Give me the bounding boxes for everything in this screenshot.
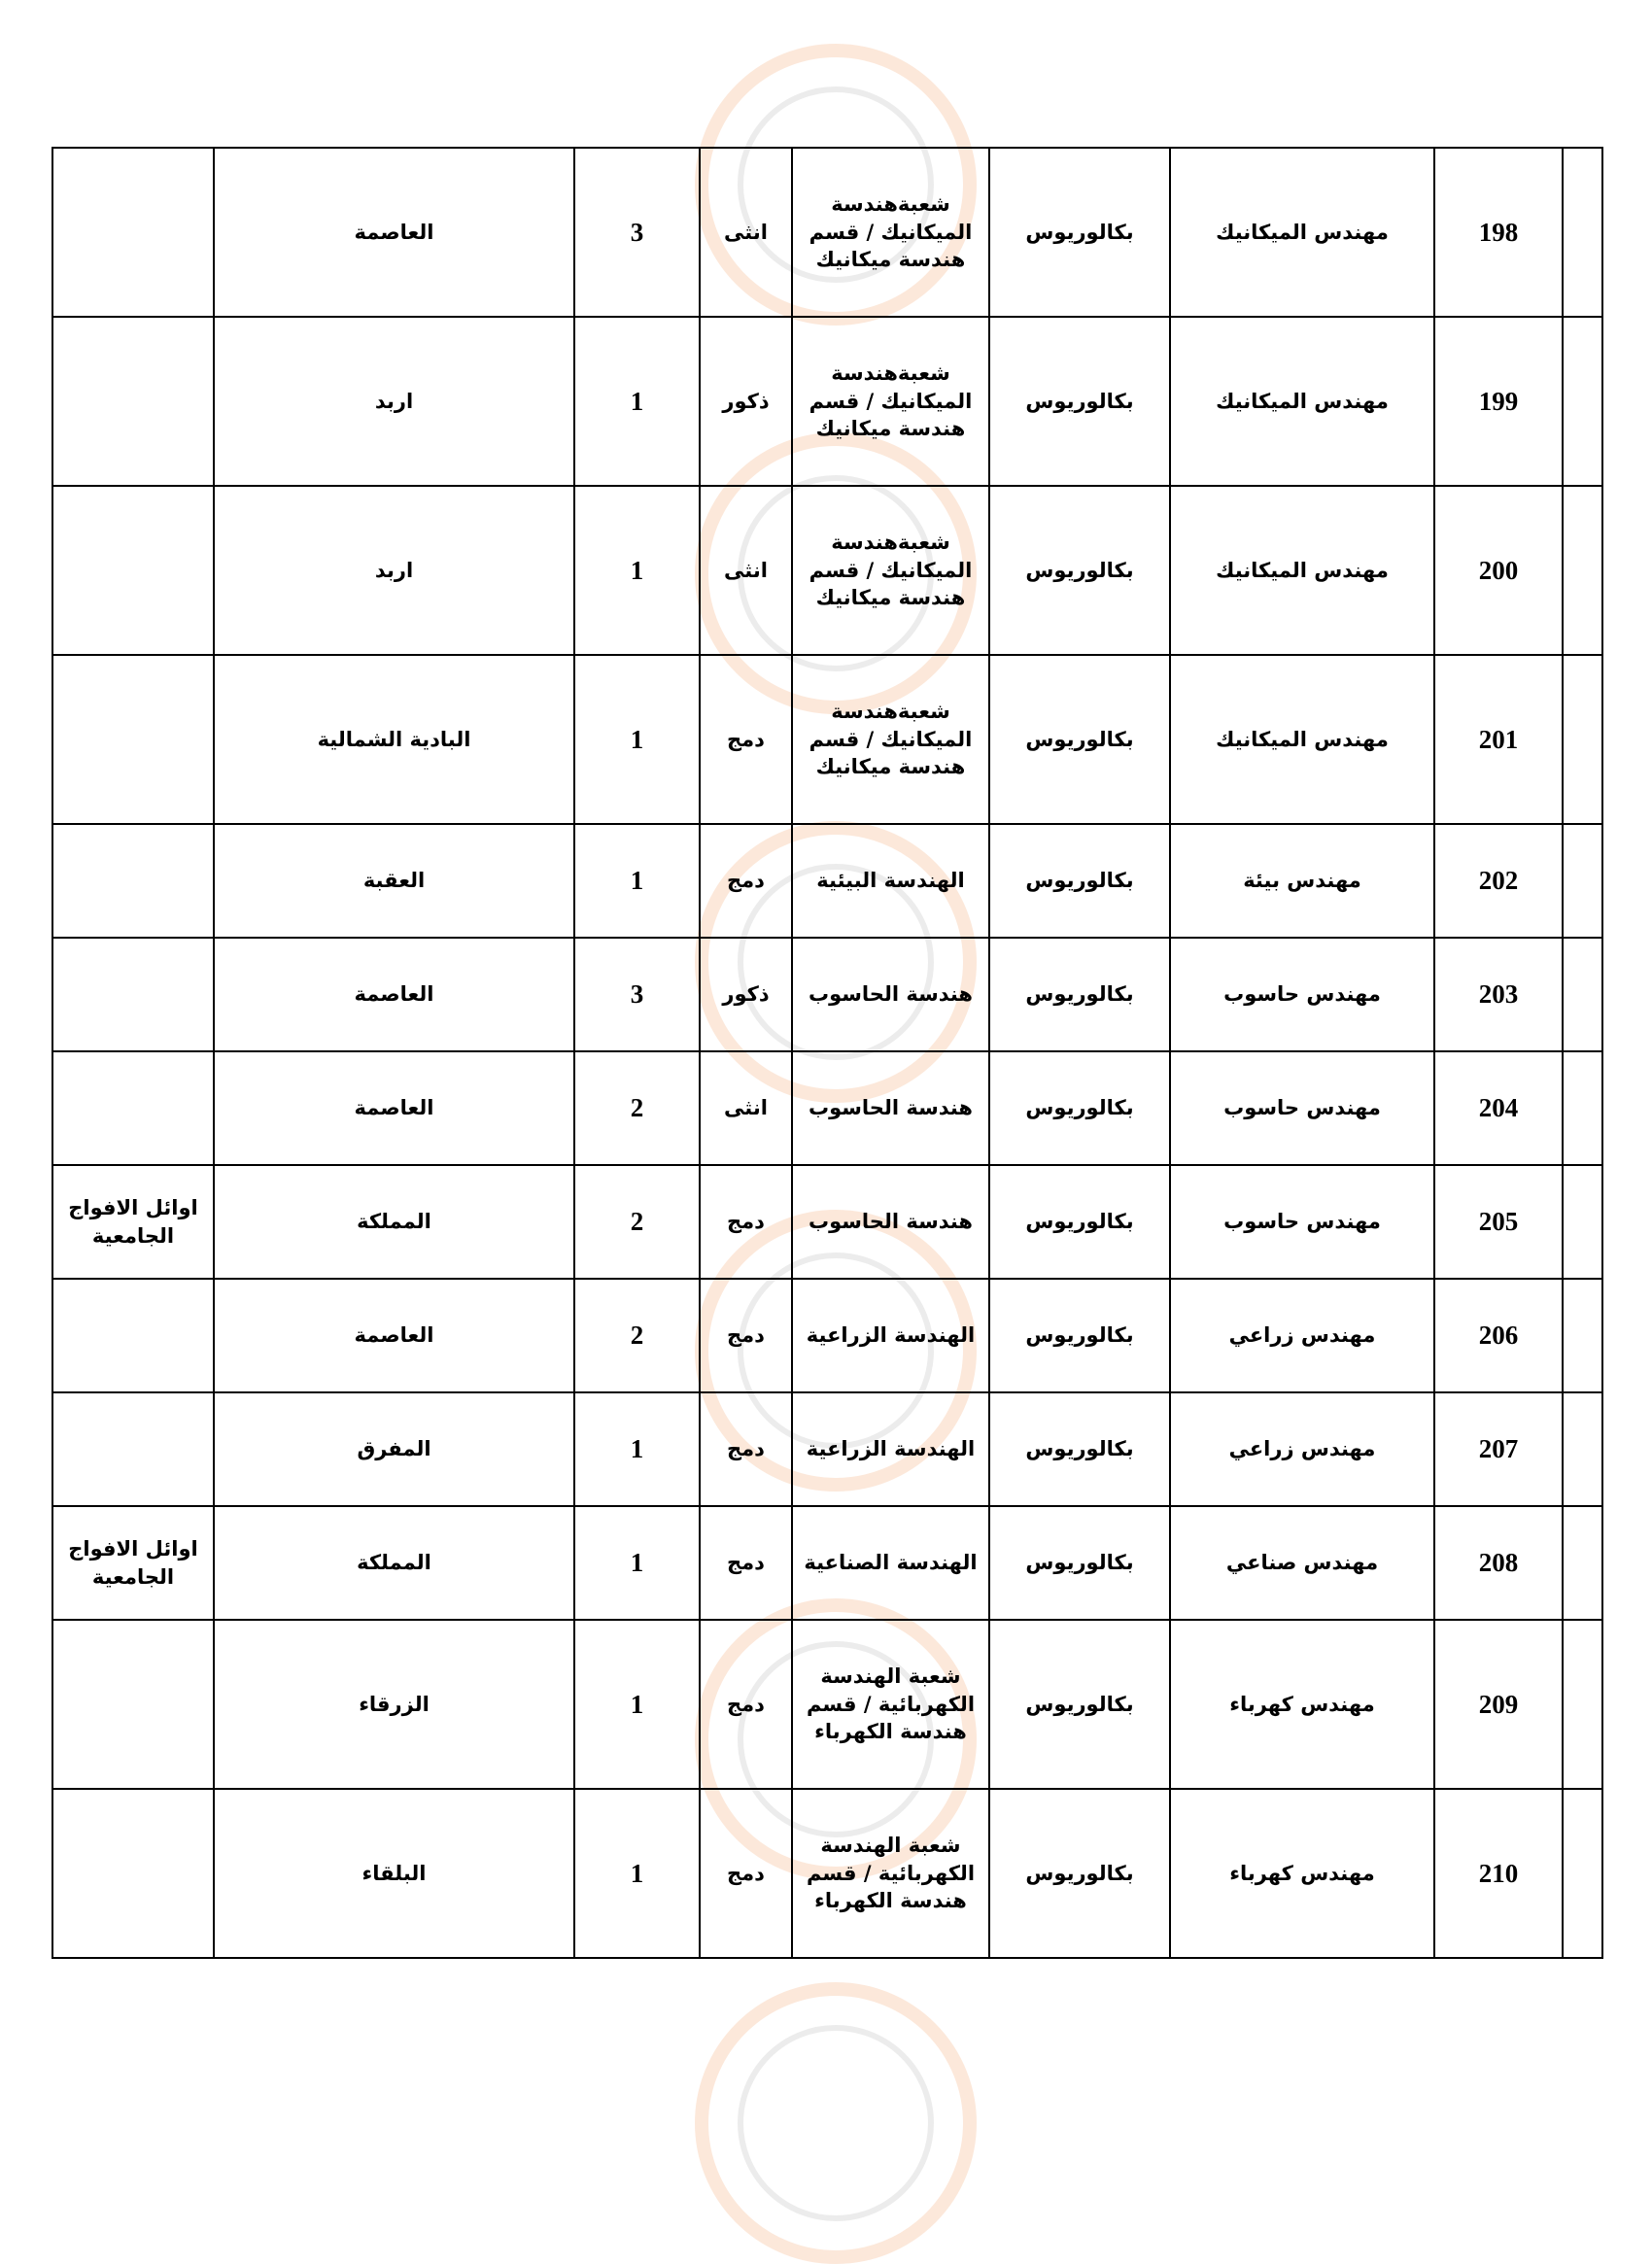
notes-cell (52, 1392, 214, 1506)
location-cell: العاصمة (214, 1051, 574, 1165)
count-cell: 1 (574, 317, 700, 486)
jobs-table (52, 147, 1603, 1959)
count-cell: 1 (574, 824, 700, 938)
gender-cell: انثى (700, 1051, 792, 1165)
notes-cell (52, 486, 214, 655)
table-row (52, 148, 1602, 317)
job-title-cell: مهندس بيئة (1170, 824, 1434, 938)
table-row (52, 938, 1602, 1051)
notes-cell (52, 655, 214, 824)
blank-cell (1563, 1165, 1602, 1279)
degree-cell: بكالوريوس (989, 938, 1170, 1051)
degree-cell: بكالوريوس (989, 1165, 1170, 1279)
blank-cell (1563, 1506, 1602, 1620)
job-title-cell: مهندس الميكانيك (1170, 148, 1434, 317)
blank-cell (1563, 1620, 1602, 1789)
row-number-cell: 205 (1434, 1165, 1563, 1279)
count-cell: 1 (574, 1620, 700, 1789)
row-number-cell: 201 (1434, 655, 1563, 824)
notes-cell (52, 1051, 214, 1165)
blank-cell (1563, 317, 1602, 486)
job-title-cell: مهندس زراعي (1170, 1279, 1434, 1392)
location-cell: الزرقاء (214, 1620, 574, 1789)
table-row (52, 1051, 1602, 1165)
location-cell: البلقاء (214, 1789, 574, 1958)
gender-cell: دمج (700, 824, 792, 938)
blank-cell (1563, 486, 1602, 655)
degree-cell: بكالوريوس (989, 1051, 1170, 1165)
count-cell: 1 (574, 1789, 700, 1958)
degree-cell: بكالوريوس (989, 1279, 1170, 1392)
table-row (52, 1789, 1602, 1958)
notes-cell (52, 148, 214, 317)
degree-cell: بكالوريوس (989, 1392, 1170, 1506)
location-cell: اربد (214, 486, 574, 655)
blank-cell (1563, 148, 1602, 317)
job-title-cell: مهندس الميكانيك (1170, 317, 1434, 486)
row-number-cell: 206 (1434, 1279, 1563, 1392)
notes-cell (52, 938, 214, 1051)
gender-cell: دمج (700, 1506, 792, 1620)
major-cell: شعبةهندسة الميكانيك / قسم هندسة ميكانيك (792, 317, 989, 486)
major-cell: الهندسة البيئية (792, 824, 989, 938)
row-number-cell: 204 (1434, 1051, 1563, 1165)
row-number-cell: 203 (1434, 938, 1563, 1051)
location-cell: العاصمة (214, 1279, 574, 1392)
major-cell: شعبة الهندسة الكهربائية / قسم هندسة الكهرباء (792, 1620, 989, 1789)
job-title-cell: مهندس حاسوب (1170, 1165, 1434, 1279)
degree-cell: بكالوريوس (989, 317, 1170, 486)
notes-cell (52, 1620, 214, 1789)
major-cell: الهندسة الزراعية (792, 1279, 989, 1392)
row-number-cell: 199 (1434, 317, 1563, 486)
gender-cell: دمج (700, 1789, 792, 1958)
degree-cell: بكالوريوس (989, 486, 1170, 655)
table-row (52, 655, 1602, 824)
row-number-cell: 200 (1434, 486, 1563, 655)
major-cell: شعبةهندسة الميكانيك / قسم هندسة ميكانيك (792, 148, 989, 317)
job-title-cell: مهندس كهرباء (1170, 1620, 1434, 1789)
table-row (52, 317, 1602, 486)
watermark-logo (695, 1982, 977, 2264)
table-row (52, 1620, 1602, 1789)
count-cell: 1 (574, 655, 700, 824)
gender-cell: دمج (700, 1620, 792, 1789)
count-cell: 1 (574, 1392, 700, 1506)
count-cell: 1 (574, 1506, 700, 1620)
job-title-cell: مهندس الميكانيك (1170, 486, 1434, 655)
row-number-cell: 207 (1434, 1392, 1563, 1506)
major-cell: شعبةهندسة الميكانيك / قسم هندسة ميكانيك (792, 655, 989, 824)
count-cell: 3 (574, 148, 700, 317)
notes-cell (52, 317, 214, 486)
notes-cell (52, 1789, 214, 1958)
location-cell: العقبة (214, 824, 574, 938)
row-number-cell: 210 (1434, 1789, 1563, 1958)
table-row (52, 1279, 1602, 1392)
major-cell: هندسة الحاسوب (792, 938, 989, 1051)
major-cell: الهندسة الصناعية (792, 1506, 989, 1620)
location-cell: المملكة (214, 1165, 574, 1279)
major-cell: شعبة الهندسة الكهربائية / قسم هندسة الكهرباء (792, 1789, 989, 1958)
job-title-cell: مهندس كهرباء (1170, 1789, 1434, 1958)
location-cell: العاصمة (214, 148, 574, 317)
location-cell: المفرق (214, 1392, 574, 1506)
blank-cell (1563, 1279, 1602, 1392)
gender-cell: دمج (700, 655, 792, 824)
major-cell: هندسة الحاسوب (792, 1165, 989, 1279)
row-number-cell: 208 (1434, 1506, 1563, 1620)
blank-cell (1563, 1051, 1602, 1165)
major-cell: الهندسة الزراعية (792, 1392, 989, 1506)
count-cell: 2 (574, 1165, 700, 1279)
gender-cell: دمج (700, 1392, 792, 1506)
degree-cell: بكالوريوس (989, 655, 1170, 824)
major-cell: شعبةهندسة الميكانيك / قسم هندسة ميكانيك (792, 486, 989, 655)
job-title-cell: مهندس زراعي (1170, 1392, 1434, 1506)
gender-cell: انثى (700, 486, 792, 655)
degree-cell: بكالوريوس (989, 824, 1170, 938)
row-number-cell: 202 (1434, 824, 1563, 938)
blank-cell (1563, 1789, 1602, 1958)
location-cell: المملكة (214, 1506, 574, 1620)
degree-cell: بكالوريوس (989, 1620, 1170, 1789)
degree-cell: بكالوريوس (989, 148, 1170, 317)
table-row (52, 486, 1602, 655)
blank-cell (1563, 1392, 1602, 1506)
blank-cell (1563, 824, 1602, 938)
major-cell: هندسة الحاسوب (792, 1051, 989, 1165)
blank-cell (1563, 938, 1602, 1051)
row-number-cell: 209 (1434, 1620, 1563, 1789)
job-title-cell: مهندس حاسوب (1170, 1051, 1434, 1165)
table-row (52, 824, 1602, 938)
gender-cell: دمج (700, 1279, 792, 1392)
job-title-cell: مهندس حاسوب (1170, 938, 1434, 1051)
count-cell: 3 (574, 938, 700, 1051)
table-row (52, 1165, 1602, 1279)
notes-cell: اوائل الافواج الجامعية (52, 1506, 214, 1620)
degree-cell: بكالوريوس (989, 1789, 1170, 1958)
notes-cell (52, 1279, 214, 1392)
table-row (52, 1392, 1602, 1506)
notes-cell: اوائل الافواج الجامعية (52, 1165, 214, 1279)
gender-cell: ذكور (700, 317, 792, 486)
notes-cell (52, 824, 214, 938)
row-number-cell: 198 (1434, 148, 1563, 317)
table-row (52, 1506, 1602, 1620)
gender-cell: دمج (700, 1165, 792, 1279)
location-cell: البادية الشمالية (214, 655, 574, 824)
count-cell: 1 (574, 486, 700, 655)
gender-cell: ذكور (700, 938, 792, 1051)
location-cell: العاصمة (214, 938, 574, 1051)
count-cell: 2 (574, 1279, 700, 1392)
count-cell: 2 (574, 1051, 700, 1165)
blank-cell (1563, 655, 1602, 824)
job-title-cell: مهندس صناعي (1170, 1506, 1434, 1620)
location-cell: اربد (214, 317, 574, 486)
gender-cell: انثى (700, 148, 792, 317)
job-title-cell: مهندس الميكانيك (1170, 655, 1434, 824)
degree-cell: بكالوريوس (989, 1506, 1170, 1620)
